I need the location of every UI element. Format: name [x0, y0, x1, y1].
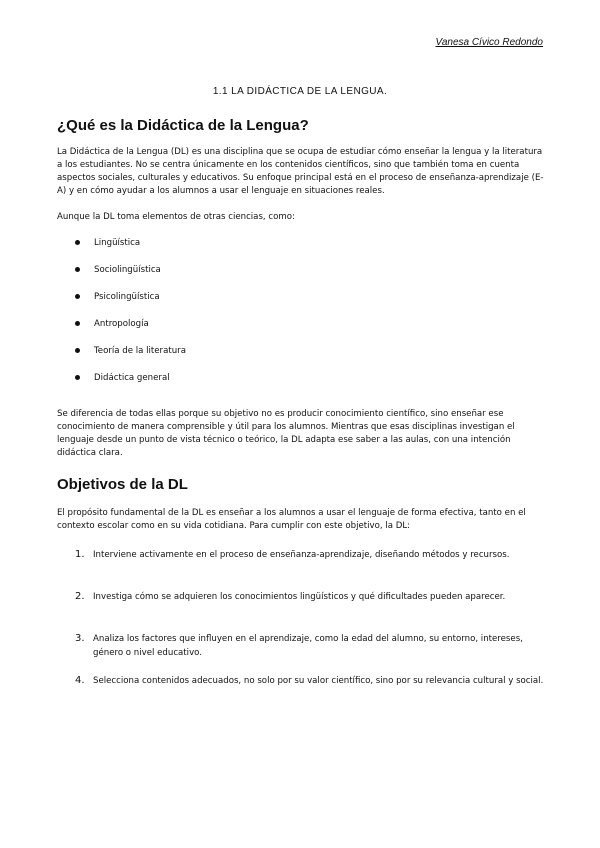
list-item-text: Investiga cómo se adquieren los conocimientos lingüísticos y qué dificultades pueden aparecer.: [93, 592, 506, 602]
section-heading-objectives: Objetivos de la DL: [57, 476, 188, 493]
paragraph-objectives-intro: El propósito fundamental de la DL es enseñar a los alumnos a usar el lenguaje de forma efectiva, tanto en el contexto escolar como en su vida cotidiana. Para cumplir con este objetivo, la DL:: [57, 508, 526, 531]
bullet-icon: [75, 321, 80, 326]
list-item: [75, 632, 545, 674]
list-number: 4.: [75, 675, 85, 686]
bullet-icon: [75, 375, 80, 380]
bullet-icon: [75, 294, 80, 299]
list-item: [75, 590, 545, 632]
bullet-icon: [75, 267, 80, 272]
list-item-label: Antropología: [94, 319, 149, 329]
objectives-list: [75, 548, 545, 716]
list-item-text: Interviene activamente en el proceso de enseñanza-aprendizaje, diseñando métodos y recursos.: [93, 550, 510, 560]
bullet-icon: [75, 348, 80, 353]
list-item: [75, 318, 186, 345]
list-item-label: Psicolingüística: [94, 292, 160, 302]
list-item: [75, 237, 186, 264]
sciences-list: [75, 237, 186, 399]
list-number: 1.: [75, 549, 85, 560]
paragraph-lead: Aunque la DL toma elementos de otras ciencias, como:: [57, 212, 295, 222]
list-item-label: Sociolingüística: [94, 265, 161, 275]
list-number: 3.: [75, 633, 85, 644]
list-item: [75, 372, 186, 399]
paragraph-closing: Se diferencia de todas ellas porque su objetivo no es producir conocimiento científico, sino enseñar ese conocimiento de manera comprensible y útil para los alumnos. Mientras que esas disciplinas investigan el lenguaje desde un punto de vista técnico o teórico, la DL adapta ese saber a las aulas, con una intención didáctica clara.: [57, 409, 515, 458]
list-item-label: Lingüística: [94, 238, 141, 248]
paragraph-intro: La Didáctica de la Lengua (DL) es una disciplina que se ocupa de estudiar cómo enseñar la lengua y la literatura a los estudiantes. No se centra únicamente en los contenidos científicos, sino que también toma en cuenta aspectos sociales, culturales y educativos. Su enfoque principal está en el proceso de enseñanza-aprendizaje (E-A) y en cómo ayudar a los alumnos a usar el lenguaje en situaciones reales.: [57, 147, 544, 196]
list-item: [75, 345, 186, 372]
list-number: 2.: [75, 591, 85, 602]
section-heading-what-is: ¿Qué es la Didáctica de la Lengua?: [57, 117, 309, 134]
list-item-text: Analiza los factores que influyen en el aprendizaje, como la edad del alumno, su entorno, intereses, género o nivel educativo.: [93, 634, 523, 658]
list-item-label: Didáctica general: [94, 373, 170, 383]
list-item: [75, 548, 545, 590]
list-item: [75, 264, 186, 291]
author-name: Vanesa Cívico Redondo: [435, 37, 543, 48]
list-item: [75, 674, 545, 716]
list-item-label: Teoría de la literatura: [94, 346, 186, 356]
bullet-icon: [75, 240, 80, 245]
list-item-text: Selecciona contenidos adecuados, no solo por su valor científico, sino por su relevancia cultural y social.: [93, 676, 544, 686]
document-title: 1.1 LA DIDÁCTICA DE LA LENGUA.: [212, 86, 388, 97]
list-item: [75, 291, 186, 318]
